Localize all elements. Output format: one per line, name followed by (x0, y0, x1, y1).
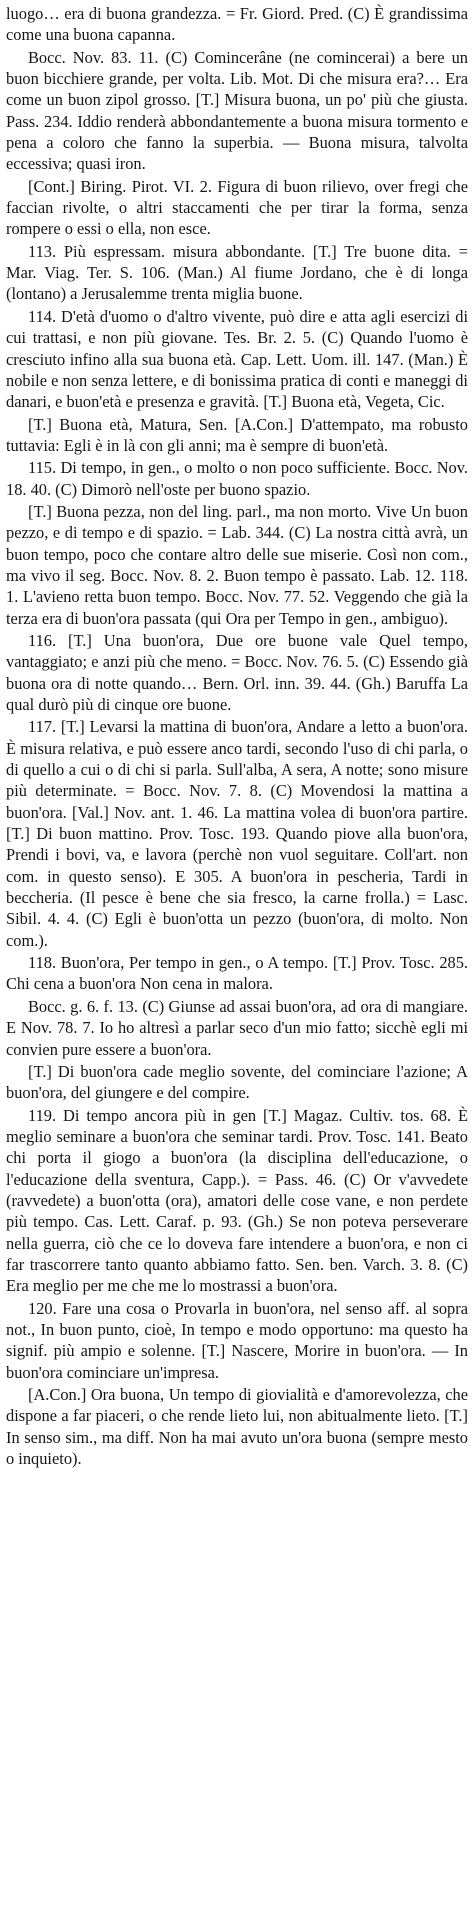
entry-paragraph: [T.] Buona pezza, non del ling. parl., ma non morto. Vive Un buon pezzo, e di tempo e di spazio. = Lab. 344. (C) La nostra città avrà, un buon tempo, poco che contare altro delle sue miserie. Così non com., ma vivo il seg. Bocc. Nov. 8. 2. Buon tempo è passato. Lab. 12. 118. 1. L'avieno retta buon tempo. Bocc. Nov. 77. 52. Veggendo che già la terza era di buon'ora passata (qui Ora per Tempo in gen., ambiguo). (6, 501, 468, 628)
entry-paragraph: 115. Di tempo, in gen., o molto o non poco sufficiente. Bocc. Nov. 18. 40. (C) Dimorò nell'oste per buono spazio. (6, 458, 468, 499)
entry-paragraph: [A.Con.] Ora buona, Un tempo di giovialità e d'amorevolezza, che dispone a far piaceri, o che rende lieto lui, non abitualmente lieto. [T.] In senso sim., ma diff. Non ha mai avuto un'ora buona (sempre mesto o inquieto). (6, 1385, 468, 1469)
entry-paragraph: Bocc. Nov. 83. 11. (C) Comincerâne (ne comincerai) a bere un buon bicchiere grande, per volta. Lib. Mot. Di che misura era?… Era come un buon zipol grosso. [T.] Misura buona, un po' più che giusta. Pass. 234. Iddio renderà abbondantemente a buona misura tormento e pena a coloro che fanno la superbia. — Buona misura, talvolta eccessiva; quasi iron. (6, 47, 468, 174)
entry-paragraph: [T.] Di buon'ora cade meglio sovente, del cominciare l'azione; A buon'ora, del giungere e del compire. (6, 1061, 468, 1103)
entry-paragraph: 120. Fare una cosa o Provarla in buon'ora, nel senso aff. al sopra not., In buon punto, cioè, In tempo e modo opportuno: ma questo ha signif. più ampio e solenne. [T.] Nascere, Morire in buon'ora. — In buon'ora cominciare un'impresa. (6, 1298, 468, 1382)
entry-paragraph: 117. [T.] Levarsi la mattina di buon'ora, Andare a letto a buon'ora. È misura relativa, e può essere anco tardi, secondo l'uso di chi parla, o di quello a cui o di chi si parla. Sull'alba, A sera, A notte; sono misure più determinate. = Bocc. Nov. 7. 8. (C) Movendosi la mattina a buon'ora. [Val.] Nov. ant. 1. 46. La mattina volea di buon'ora partire. [T.] Di buon mattino. Prov. Tosc. 193. Quando piove alla buon'ora, Prendi i bovi, va, e lavora (perchè non vuol seguitare. Coll'art. non com. in questo senso). E 305. A buon'ora in pescheria, Tardi in beccheria. (Il pesce è bene che sia fresco, la carne frolla.) = Lasc. Sibil. 4. 4. (C) Egli è buon'otta un pezzo (buon'ora, di molto. Non com.). (6, 717, 468, 950)
entry-paragraph: [Cont.] Biring. Pirot. VI. 2. Figura di buon rilievo, over fregi che faccian rivolte, o altri staccamenti che per tirar la forma, senza rompere o essi o ella, non esce. (6, 176, 468, 239)
entry-paragraph: 114. D'età d'uomo o d'altro vivente, può dire e atta agli esercizi di cui trattasi, e non più giovane. Tes. Br. 2. 5. (C) Quando l'uomo è cresciuto infino alla sua buona età. Cap. Lett. Uom. ill. 147. (Man.) È nobile e non senza lettere, e di bonissima pratica di conti e maneggi di danari, e buon'età e presenza e gravità. [T.] Buona età, Vegeta, Cic. (6, 306, 468, 412)
entry-paragraph: Bocc. g. 6. f. 13. (C) Giunse ad assai buon'ora, ad ora di mangiare. E Nov. 78. 7. Io ho altresì a parlar seco d'un mio fatto; sicchè egli mi convien pure essere a buon'ora. (6, 996, 468, 1059)
entry-paragraph: luogo… era di buona grandezza. = Fr. Giord. Pred. (C) È grandissima come una buona capanna. (6, 4, 468, 45)
entry-paragraph: 113. Più espressam. misura abbondante. [T.] Tre buone dita. = Mar. Viag. Ter. S. 106. (Man.) Al fiume Jordano, che è di longa (lontano) a Jerusalemme trenta miglia buone. (6, 241, 468, 304)
entry-paragraph: 119. Di tempo ancora più in gen [T.] Magaz. Cultiv. tos. 68. È meglio seminare a buon'ora che seminar tardi. Prov. Tosc. 141. Beato chi porta il giogo a buon'ora (la disciplina dell'educazione, o l'educazione della sventura, Capp.). = Pass. 46. (C) Or v'avvedete (ravvedete) a buon'otta (ora), amatori delle cose vane, e non perdete più tempo. Cas. Lett. Caraf. p. 93. (Gh.) Se non poteva perseverare nella guerra, ciò che ce lo doveva fare intendere a buon'ora, e non ci far trascorrere tanto quanto abbiamo fatto. Sen. ben. Varch. 3. 8. (C) Era meglio per me che me lo mostrassi a buon'ora. (6, 1105, 468, 1296)
entry-paragraph: 116. [T.] Una buon'ora, Due ore buone vale Quel tempo, vantaggiato; e anzi più che meno. = Bocc. Nov. 76. 5. (C) Essendo già buona ora di notte quando… Bern. Orl. inn. 39. 44. (Gh.) Baruffa La qual durò più di cinque ore buone. (6, 630, 468, 714)
entry-paragraph: [T.] Buona età, Matura, Sen. [A.Con.] D'attempato, ma robusto tuttavia: Egli è in là con gli anni; ma è sempre di buon'età. (6, 414, 468, 455)
entry-paragraph: 118. Buon'ora, Per tempo in gen., o A tempo. [T.] Prov. Tosc. 285. Chi cena a buon'ora Non cena in malora. (6, 953, 468, 994)
